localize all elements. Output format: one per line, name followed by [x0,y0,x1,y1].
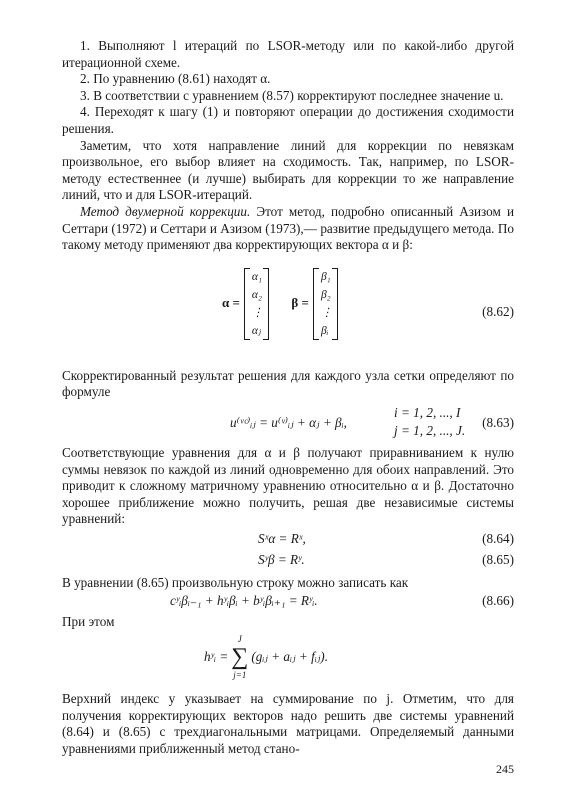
sum-lower-limit: j=1 [233,670,247,681]
equation-number: (8.65) [482,551,514,567]
paragraph-alpha-beta-equations: Соответствующие уравнения для α и β получают приравниванием к нулю суммы невязок по каждой из линий одновременно для обоих направлений. Это приводит к сложному матричному уравнению относительно α и β. Достаточно хорошее приближение можно получить, решая две независимые системы уравнений: [62,444,514,527]
section-title: Метод двумерной коррекции. [80,203,251,219]
beta-item: β₁ [320,270,331,283]
sum-lhs: hʸᵢ = [204,648,229,664]
equation-number: (8.66) [482,593,514,609]
equation-h-sum [62,631,514,681]
paragraph-in-this-case: При этом [62,614,115,630]
equation-number: (8.63) [482,414,514,430]
beta-item: ⋮ [320,306,333,319]
sum-rhs: (gᵢⱼ + aᵢⱼ + fᵢⱼ). [251,648,328,664]
step-1: 1. Выполняют l итераций по LSOR-методу или по какой-либо другой итерационной схеме. [62,38,514,70]
beta-item: β₂ [320,288,331,301]
alpha-vector-label: α = [222,295,240,311]
equation-8-65-body: Sʸβ = Rʸ. [258,551,305,567]
equation-8-65 [62,551,514,570]
equation-8-64-body: Sˣα = Rˣ, [258,530,306,546]
equation-8-63-cond-i: i = 1, 2, ..., I [394,404,461,420]
alpha-vector [244,268,270,340]
sum-sign: ∑ [231,644,249,671]
paragraph-superscript-note: Верхний индекс y указывает на суммирование по j. Отметим, что для получения корректирующих векторов надо решить две системы уравнений (8.64) и (8.65) с трехдиагональными матрицами. Определяемый данными уравнениями приближенный метод стано- [62,691,514,756]
equation-8-63 [62,405,514,443]
paragraph-arbitrary-row: В уравнении (8.65) произвольную строку можно записать как [62,574,409,590]
equation-8-66 [62,593,514,612]
beta-item: βᵢ [320,324,329,337]
paragraph-2d-correction [62,204,514,254]
page-content [62,38,514,777]
paragraph-direction-note: Заметим, что хотя направление линий для коррекции по невязкам произвольное, его выбор влияет на сходимость. Так, например, по LSOR-методу естественнее (и лучше) выбирать для коррекции то же направление линий, что и для LSOR-итераций. [62,137,514,203]
equation-8-64 [62,530,514,549]
step-3: 3. В соответствии с уравнением (8.57) корректируют последнее значение u. [80,87,504,103]
sum-upper-limit: J [237,634,242,645]
equation-8-63-cond-j: j = 1, 2, ..., J. [394,422,466,438]
alpha-item: α₂ [251,288,262,301]
beta-vector-label: β = [291,295,309,311]
step-2: 2. По уравнению (8.61) находят α. [80,71,271,87]
equation-8-63-main: u⁽ᵛᶜ⁾ᵢⱼ = u⁽ᵛ⁾ᵢⱼ + αⱼ + βᵢ, [230,414,347,430]
paragraph-corrected-result: Скорректированный результат решения для каждого узла сетки определяют по формуле [62,367,514,400]
alpha-item: ⋮ [251,306,264,319]
summation [231,633,248,681]
beta-vector [313,268,339,340]
page-number: 245 [496,762,514,777]
step-4: 4. Переходят к шагу (1) и повторяют операции до достижения сходимости решения. [62,104,514,136]
alpha-item: αⱼ [251,324,261,337]
equation-8-62 [62,262,514,366]
paragraph-2d-correction-body: Этот метод, подробно описанный Азизом и Сеттари (1972) и Сеттари и Азизом (1973),— развитие предыдущего метода. По такому методу применяют два корректирующих вектора α и β: [62,203,514,253]
equation-number: (8.64) [482,530,514,546]
equation-8-66-body: cʸᵢβᵢ₋₁ + hʸᵢβᵢ + bʸᵢβᵢ₊₁ = Rʸᵢ. [170,593,318,609]
equation-number: (8.62) [482,303,514,319]
alpha-item: α₁ [251,270,262,283]
